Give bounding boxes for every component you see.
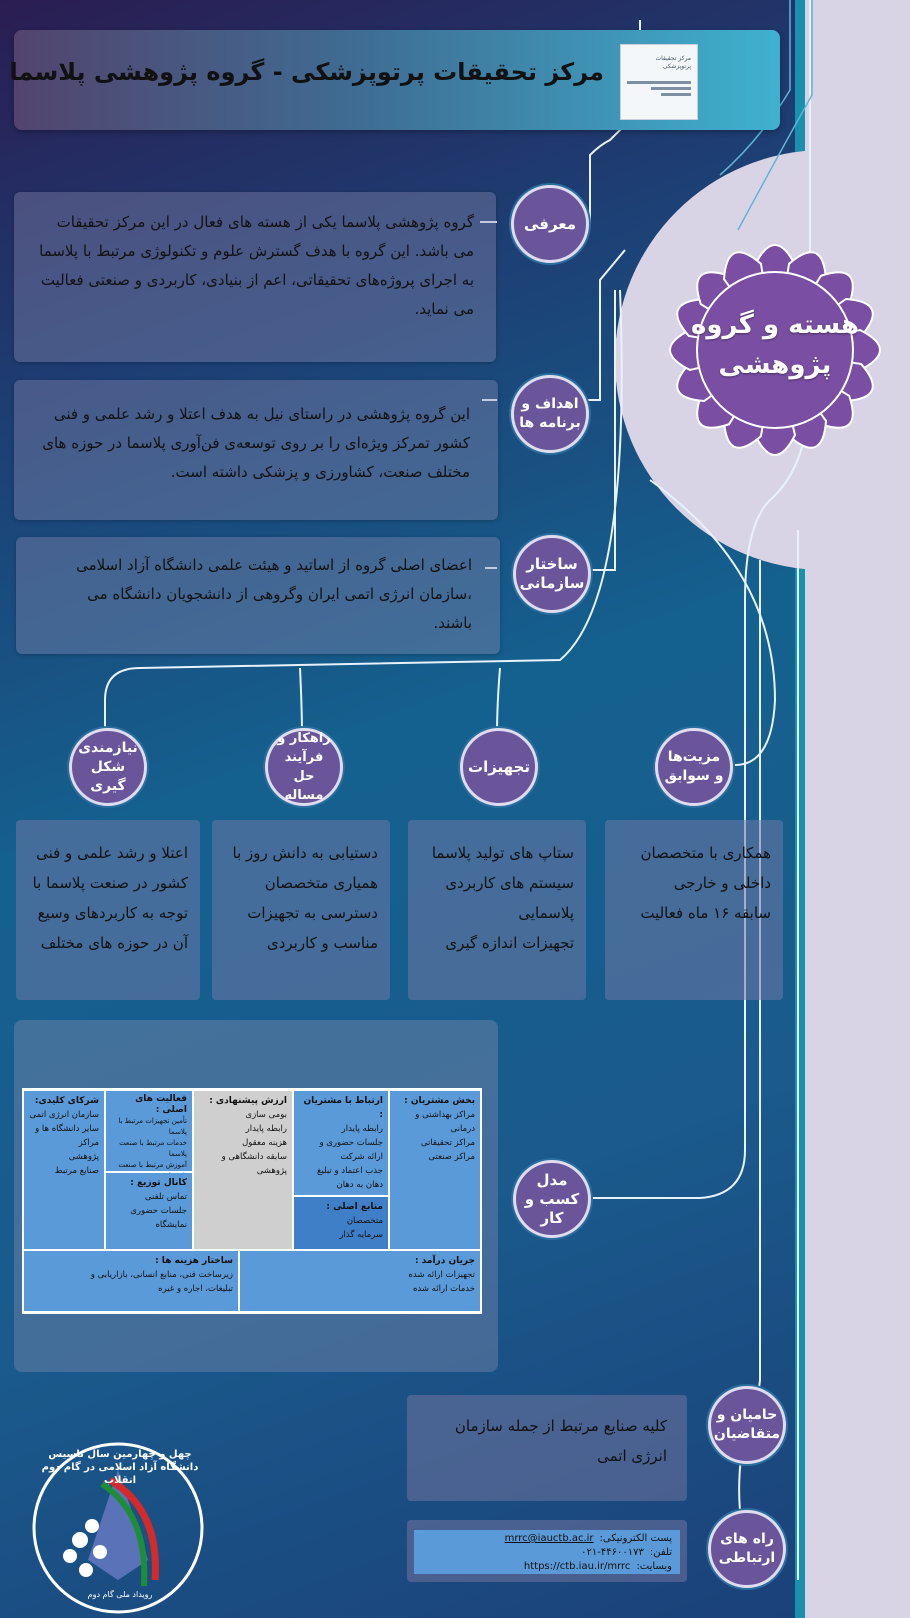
badge-line1: هسته و گروه bbox=[691, 310, 859, 340]
key-resources-cell bbox=[294, 1197, 388, 1249]
needs-bubble bbox=[69, 728, 147, 806]
cell-item: جلسات حضوری bbox=[130, 1206, 187, 1216]
sponsors-label: حامیان و متقاضیان bbox=[713, 1407, 781, 1442]
contact-site-row bbox=[422, 1560, 672, 1574]
cell-item: جذب اعتماد و تبلیغ bbox=[316, 1166, 383, 1176]
header-bar bbox=[9, 30, 780, 130]
cell-item: سابقه دانشگاهی و پژوهشی bbox=[221, 1152, 287, 1176]
value-proposition-cell bbox=[194, 1091, 292, 1249]
contact-label: راه های ارتباطی bbox=[718, 1531, 776, 1566]
goals-card bbox=[14, 380, 498, 520]
intro-text: گروه پژوهشی پلاسما یکی از هسته های فعال در این مرکز تحقیقات می باشد. این گروه با هدف گسترش علوم و تکنولوژی مرتبط با پلاسما به اجرای پروژه‌های تحقیقاتی، اعم از بنیادی، کاربردی و صنعتی فعالیت می نماید. bbox=[39, 213, 474, 318]
page-title: مرکز تحقیقات پرتوپزشکی - گروه پژوهشی پلاسما bbox=[9, 58, 604, 86]
badge-title bbox=[660, 305, 890, 385]
channels-cell bbox=[106, 1173, 192, 1249]
cell-item: سازمان انرژی اتمی bbox=[29, 1110, 99, 1120]
cell-title: ساختار هزینه ها : bbox=[155, 1256, 233, 1266]
cell-item: رابطه پایدار bbox=[245, 1124, 287, 1134]
intro-label: معرفی bbox=[523, 214, 577, 233]
cost-structure-cell bbox=[24, 1251, 238, 1311]
cell-item: صنایع مرتبط bbox=[54, 1166, 99, 1176]
needs-label: نیازمندی شکل گیری bbox=[78, 739, 138, 794]
business-model-label: مدل کسب و کار bbox=[524, 1170, 580, 1227]
site-label: وبسایت: bbox=[636, 1561, 672, 1572]
solution-line: دسترسی به تجهیزات bbox=[247, 904, 378, 922]
equipment-card bbox=[408, 820, 586, 1000]
phone-label: تلفن: bbox=[649, 1547, 672, 1558]
structure-text: اعضای اصلی گروه از اساتید و هیئت علمی دانشگاه آزاد اسلامی ،سازمان انرژی اتمی ایران وگروهی از دانشجویان دانشگاه می باشند. bbox=[76, 556, 472, 632]
site-link[interactable]: https://ctb.iau.ir/mrrc bbox=[523, 1561, 631, 1572]
cell-title: منابع اصلی : bbox=[326, 1202, 383, 1212]
cell-item: تأمین تجهیزات مرتبط با پلاسما bbox=[118, 1117, 187, 1136]
equipment-line: ستاپ های تولید پلاسما bbox=[431, 844, 574, 862]
goals-text: این گروه پژوهشی در راستای نیل به هدف اعتلا و رشد علمی و فنی کشور تمرکز ویژه‌ای را بر روی توسعه‌ی فن‌آوری پلاسما در حوزه های مختلف صنعت، کشاورزی و پزشکی داشته است. bbox=[42, 405, 470, 481]
cell-item: تجهیزات ارائه شده bbox=[408, 1270, 475, 1280]
cell-item: آموزش مرتبط با صنعت bbox=[118, 1161, 187, 1169]
sponsors-text: کلیه صنایع مرتبط از جمله سازمان انرژی اتمی bbox=[454, 1417, 667, 1465]
cell-item: سایر دانشگاه ها و مراکز bbox=[35, 1124, 99, 1148]
advantages-label: مزیت‌ها و سوابق bbox=[664, 749, 724, 784]
equipment-line: پلاسمایی bbox=[518, 904, 574, 922]
customer-relations-cell bbox=[294, 1091, 388, 1195]
solution-label: راهکار و فرآیند حل مساله bbox=[277, 731, 331, 803]
needs-line: کشور در صنعت پلاسما با bbox=[32, 874, 188, 892]
cell-item: دهان به دهان bbox=[336, 1180, 383, 1190]
contact-box bbox=[414, 1530, 680, 1574]
advantages-line: داخلی و خارجی bbox=[673, 874, 771, 892]
cell-item: تماس تلفنی bbox=[144, 1192, 187, 1202]
customer-segments-cell bbox=[390, 1091, 480, 1249]
key-partners-cell bbox=[24, 1091, 104, 1249]
cell-title: بخش مشتریان : bbox=[404, 1096, 475, 1106]
cell-item: رابطه پایدار bbox=[341, 1124, 383, 1134]
needs-line: توجه به کاربردهای وسیع bbox=[37, 904, 188, 922]
needs-card bbox=[16, 820, 200, 1000]
email-link[interactable]: mrrc@iauctb.ac.ir bbox=[504, 1533, 594, 1544]
solution-line: همیاری متخصصان bbox=[264, 874, 378, 892]
solution-line: مناسب و کاربردی bbox=[266, 934, 378, 952]
cell-title: شرکای کلیدی: bbox=[34, 1096, 99, 1106]
key-activities-cell bbox=[106, 1091, 192, 1171]
cell-item: نمایشگاه bbox=[155, 1220, 187, 1230]
solution-card bbox=[212, 820, 390, 1000]
revenue-streams-cell bbox=[240, 1251, 480, 1311]
cell-item: مراکز صنعتی bbox=[428, 1152, 475, 1162]
advantages-card bbox=[605, 820, 783, 1000]
intro-card bbox=[14, 192, 496, 362]
needs-line: اعتلا و رشد علمی و فنی bbox=[36, 844, 188, 862]
contact-bubble bbox=[708, 1510, 786, 1588]
business-model-canvas bbox=[22, 1088, 482, 1314]
goals-label: اهداف و برنامه ها bbox=[519, 396, 581, 431]
structure-bubble bbox=[513, 535, 591, 613]
cell-item: هزینه معقول bbox=[242, 1138, 287, 1148]
equipment-bubble bbox=[460, 728, 538, 806]
advantages-line: سابقه ۱۶ ماه فعالیت bbox=[640, 904, 771, 922]
cell-title: جریان درآمد : bbox=[414, 1256, 475, 1266]
equipment-label: تجهیزات bbox=[468, 757, 531, 776]
cell-item: تبلیغات، اجاره و غیره bbox=[158, 1284, 233, 1294]
advantages-line: همکاری با متخصصان bbox=[640, 844, 771, 862]
contact-email-row bbox=[422, 1532, 672, 1546]
badge-line2: پژوهشی bbox=[718, 350, 832, 380]
cell-item: متخصصان bbox=[346, 1216, 383, 1226]
cell-item: خدمات ارائه شده bbox=[412, 1284, 475, 1294]
equipment-line: تجهیزات اندازه گیری bbox=[445, 934, 574, 952]
structure-label: ساختار سازمانی bbox=[519, 555, 585, 592]
anniversary-footer: رویداد ملی گام دوم bbox=[87, 1590, 153, 1599]
cell-item: زیرساخت فنی، منابع انسانی، بازاریابی و bbox=[90, 1270, 233, 1280]
goals-bubble bbox=[511, 375, 589, 453]
sponsors-bubble bbox=[708, 1386, 786, 1464]
cell-item: مراکز بهداشتی و درمانی bbox=[415, 1110, 475, 1134]
advantages-bubble bbox=[655, 728, 733, 806]
cell-item: ارائه شرکت bbox=[340, 1152, 383, 1162]
cell-title: کانال توزیع : bbox=[130, 1178, 187, 1188]
structure-card bbox=[16, 537, 500, 654]
solution-line: دستیابی به دانش روز با bbox=[232, 844, 378, 862]
cell-item: پژوهشی bbox=[68, 1152, 99, 1162]
contact-phone-row bbox=[422, 1546, 672, 1560]
cell-item: بومی سازی bbox=[245, 1110, 287, 1120]
logo-caption: مرکز تحقیقات پرتوپزشکی bbox=[655, 55, 691, 70]
business-model-bubble bbox=[513, 1160, 591, 1238]
email-label: پست الکترونیکی: bbox=[599, 1533, 672, 1544]
anniversary-text: چهل و چهارمین سال تاسیس دانشگاه آزاد اسلامی در گام دوم انقلاب bbox=[41, 1449, 199, 1486]
sponsors-card bbox=[407, 1395, 687, 1501]
cell-title: ارزش پیشنهادی : bbox=[209, 1096, 287, 1106]
cell-item: مراکز تحقیقاتی bbox=[420, 1138, 475, 1148]
phone-number[interactable]: ۰۲۱-۴۴۶۰۰۱۷۳ bbox=[581, 1547, 644, 1558]
cell-title: فعالیت های اصلی : bbox=[135, 1094, 187, 1115]
cell-item: سرمایه گذار bbox=[339, 1230, 383, 1240]
cell-item: جلسات حضوری و bbox=[319, 1138, 383, 1148]
cell-item: خدمات مرتبط با صنعت پلاسما bbox=[119, 1139, 187, 1158]
solution-bubble bbox=[265, 728, 343, 806]
cell-title: ارتباط با مشتریان : bbox=[303, 1096, 383, 1120]
equipment-line: سیستم های کاربردی bbox=[445, 874, 574, 892]
mrrc-logo bbox=[620, 44, 698, 120]
intro-bubble bbox=[511, 185, 589, 263]
needs-line: آن در حوزه های مختلف bbox=[40, 934, 188, 952]
